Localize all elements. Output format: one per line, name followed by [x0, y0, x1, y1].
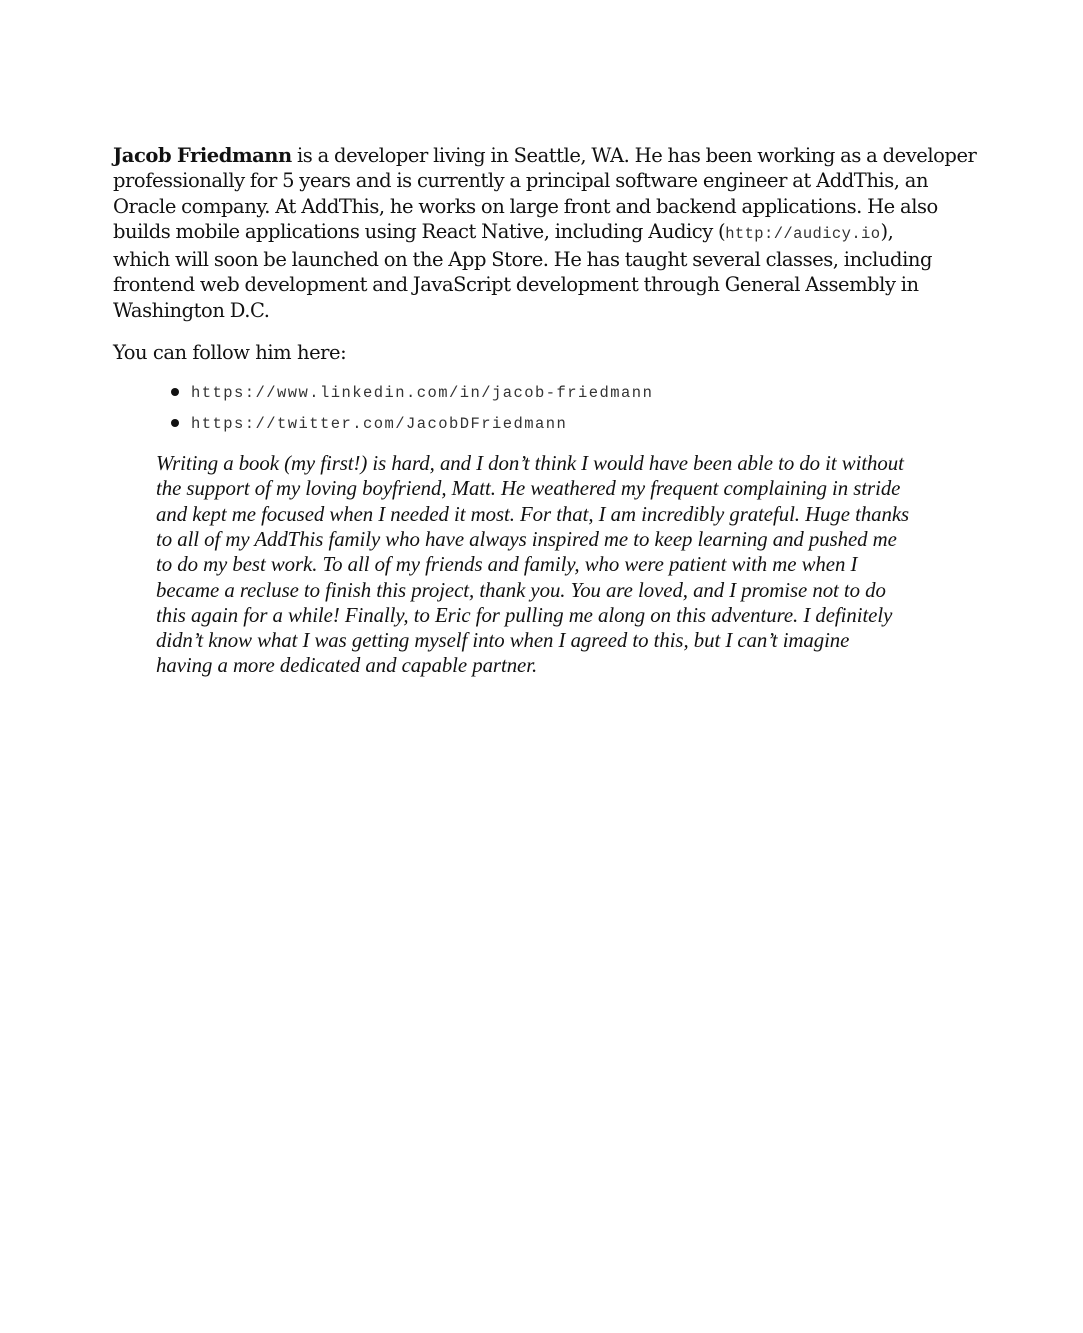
bio-line-1: Jacob Friedmann is a developer living in Seattle, WA. He has been working as a developer [113, 144, 977, 167]
list-item [191, 376, 973, 407]
bio-line-5: which will soon be launched on the App Store. He has taught several classes, including [113, 248, 933, 272]
follow-intro: You can follow him here: [113, 341, 347, 365]
acknowledgment-line: became a recluse to finish this project, thank you. You are loved, and I promise not to do [156, 578, 886, 602]
acknowledgment-line: to all of my AddThis family who have always inspired me to keep learning and pushed me [156, 527, 897, 551]
acknowledgment-quote [156, 451, 946, 679]
bio-line-4: builds mobile applications using React Native, including Audicy (http://audicy.io), [113, 219, 894, 243]
author-name: Jacob Friedmann [113, 144, 292, 167]
twitter-link[interactable]: https://twitter.com/JacobDFriedmann [191, 415, 568, 434]
acknowledgment-line: having a more dedicated and capable partner. [156, 654, 538, 678]
bullet-icon [171, 419, 179, 427]
page-content [113, 143, 977, 679]
acknowledgment-line: this again for a while! Finally, to Eric for pulling me along on this adventure. I definitely [156, 603, 893, 627]
social-links-list [113, 376, 973, 438]
linkedin-link[interactable]: https://www.linkedin.com/in/jacob-friedmann [191, 384, 654, 403]
acknowledgment-line: and kept me focused when I needed it most. For that, I am incredibly grateful. Huge thanks [156, 502, 910, 526]
acknowledgment-line: didn’t know what I was getting myself into when I agreed to this, but I can’t imagine [156, 629, 850, 653]
bio-line-3: Oracle company. At AddThis, he works on large front and backend applications. He also [113, 194, 938, 218]
bio-line-7: Washington D.C. [113, 298, 270, 322]
acknowledgment-line: Writing a book (my first!) is hard, and I don’t think I would have been able to do it without [156, 452, 904, 476]
bio-line-2: professionally for 5 years and is currently a principal software engineer at AddThis, an [113, 169, 929, 193]
audicy-link[interactable]: http://audicy.io [725, 224, 881, 243]
bullet-icon [171, 388, 179, 396]
list-item [191, 407, 973, 438]
acknowledgment-line: the support of my loving boyfriend, Matt. He weathered my frequent complaining in stride [156, 477, 901, 501]
bio-line-6: frontend web development and JavaScript development through General Assembly in [113, 273, 919, 297]
acknowledgment-line: to do my best work. To all of my friends and family, who were patient with me when I [156, 553, 858, 577]
author-bio [113, 143, 977, 323]
